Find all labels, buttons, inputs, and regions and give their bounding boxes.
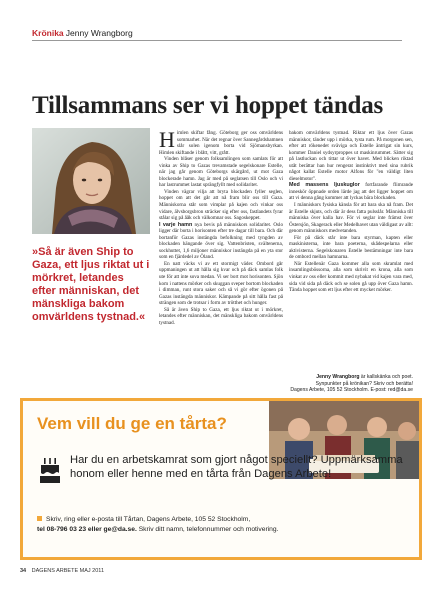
ad-phone-email: tel 08-796 03 23 eller ge@da.se. [37,526,137,533]
section-label: Krönika [32,28,64,38]
issue-label: MAJ 2011 [79,568,105,574]
byline-feedback: Synpunkter på krönikan? Skriv och berätta! [315,380,413,387]
byline-address: Dagens Arbete, 105 52 Stockholm. E-post: red@da.se [290,387,413,394]
article-paragraph: En natt väcks vi av ett stormigt väder. Ombord går uppmaningen ut att hålla sig kvar och på däck samlas folk ute för att inte sova medan. Vi ser bort mot horisonten. Sjön kom i nattens mörker och skuggan sveper bortom blockaden i dimman, runt stora saker och så vi gör efter ögonen på Gazas instängda människor. Kämpande på sitt hålla fast på strängen som de trotsar i form av trötthet och hunger. [159,260,283,307]
drop-cap: H [159,127,175,152]
author-portrait [32,128,150,234]
article-headline: Tillsammans ser vi hoppet tändas [32,92,384,119]
article-paragraph: I varje hamn nya bevis på människors solidaritet. Oslo ligger där borta i horisonten efter tre dagar till bara. Och där bortanför Gazas instängda befolkning med tyngden av blockaden hängande över sig. Vattenbristen, svältenerna, sockhuttet, 1,6 miljoner människor instängda på en yta stor som en fjärdedel av Öland. [159,221,283,261]
paragraph-lead: I varje hamn [159,221,193,228]
ad-contact-info [37,515,417,535]
ad-body: Har du en arbetskamrat som gjort något speciellt? Uppmärksamma honom eller henne med en tårta från Dagens Arbete! [70,454,403,480]
article-paragraph: Med massens ljuskuglor fortfarande flimrande inneskör öppnade orden lärde jag att det ligger hoppet om att vi denna gång kommer att lyckas bära blockaden. [289,182,413,202]
ad-info-line2: Skriv ditt namn, telefonnummer och motivering. [138,526,279,533]
article-paragraph: Så är även Ship to Gaza, ett ljus riktat ut i mörkret, letandes efter människan, det mänskliga bakom omvärldens tystnad. [159,306,283,326]
article-paragraph: När Estellenär Gaza kommer alla som skramlat med insamlingsbössorna, alla som skrivit en krona, alla som vinkat av oss eller kommit med nybakat vid kajen vara med, sida vid sida på däck och se solen gå upp över Gaza hamn. Tända hoppet som ett ljus efter ett mycket mörker. [289,260,413,294]
cake-icon [39,456,61,484]
paragraph-lead: Med massens ljuskuglor [289,182,360,189]
article-column-1 [159,127,283,326]
article-paragraph: Vinden vägrar vilja att bryta blockaden fyller seglen, hoppet om att det går att nå fram blir oss till Gaza. Människorna står som vimplar på kajen och vinkar oss vidare, älvsborgsbron sträcker sig efter oss, fastlandets fyrar stålar sig på ååk och välkomnar oss. Sagoskeppet. [159,188,283,222]
page-footer [20,568,104,574]
ad-title: Vem vill du ge en tårta? [37,414,227,433]
article-paragraph: För på däck står inte bara styrman, kapten eller maskinisterna, inte bara poeterna, skådespelarna eller aktivisterna. Segelskonaren Estelle bestämningar inte bara de ombord mellan hamnarna. [289,234,413,261]
article-paragraph: I människors fysiska känsla för att bara ska nå fram. Det är Estelle skjuts, och där är dess fatta pulsslår. Människa till människa över kalla hav. För vi seglar inte främst över Östersjön, Skagerack eller Medelhavet utan väldigast av allt: genom människors medvetanden. [289,202,413,235]
kicker-author: Jenny Wrangborg [65,28,133,38]
byline-role: är kallskänka och poet. [360,374,413,380]
byline-name: Jenny Wrangborg [316,374,360,380]
cake-ad-box [20,398,422,560]
pull-quote: »Så är även Ship to Gaza, ett ljus riktat ut i mörkret, letandes efter människan, det mänskliga bakom omvärldens tystnad.« [32,246,150,323]
article-column-2 [289,130,413,294]
page-number: 34 [20,568,27,574]
article-paragraph: bakom omvärldens tystnad. Riktar ett ljus över Gazas människor, tänder upp i mörka, tysta rum. På morgonen sen, efter att rökenedet sväviga och Estelle äntrigat sin kurs, kommer Daniel sydsyrproppes ut maskinrummet. Sätter sig på lastluckan och tittar ut över havet. Med blicken riktad utåt berättar han hur rengerat instinktivt med sina rubrik något kallat Estelle motor Alfons för "en väldigt liten dieselmotor". [289,130,413,182]
author-byline [289,374,413,394]
ad-info-line1: Skriv, ring eller e-posta till Tårtan, Dagens Arbete, 105 52 Stockholm, [46,516,251,523]
article-kicker [32,28,133,38]
article-paragraph: Vinden blåser genom folksamlingen som samlats för att vinka av Ship to Gazas trevamstade segelskonare Estelle, när jag går genom Göteborgs skärgård, ut mot Gaza blockerade hamn. Jag är med på seglatsen till Oslo och vi har lastrummet lastat sprängfyllt med solidaritet. [159,156,283,189]
publication-name: DAGENS ARBETE [31,568,79,574]
top-rule [32,40,402,41]
bullet-icon [37,516,42,521]
article-paragraph: Himlen skiftar fång. Göteborg ger oss omvärldens sommarhet. När det regnar över Sannegårdshamnen slår solen igenom borta vid Sjömansbyrkan. Himlen skiftande i blått, vitt, grått. [159,127,283,156]
